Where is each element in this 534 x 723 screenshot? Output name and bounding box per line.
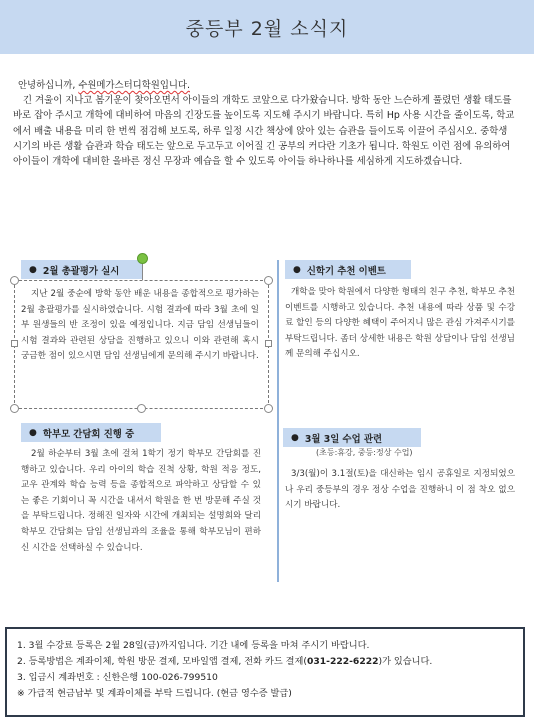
section-heading-meeting: [21, 423, 161, 442]
resize-handle-bottom-mid[interactable]: [137, 404, 146, 413]
resize-handle-right-mid[interactable]: [265, 340, 272, 347]
resize-handle-bottom-left[interactable]: [10, 404, 19, 413]
resize-handle-left-mid[interactable]: [11, 340, 18, 347]
rotate-handle-stem: [142, 262, 143, 280]
bullet-icon: ●: [29, 264, 37, 275]
section-title-meeting: 학부모 간담회 진행 중: [42, 428, 135, 440]
greeting-prefix: 안녕하십니까,: [18, 80, 79, 91]
notice-line-3: 3. 입금시 계좌번호 : 신한은행 100-026-799510: [17, 672, 218, 683]
section-heading-exam: [21, 260, 143, 279]
notice-line-2: [17, 654, 513, 670]
section-text-meeting: 2월 하순부터 3월 초에 걸쳐 1학기 정기 학부모 간담회를 진행하고 있습니다. 우리 아이의 학습 진척 상황, 학원 적응 정도, 교우 관계와 학습 능력 등을 종합적으로 파악하고 상담할 수 있는 좋은 기회이니 꼭 시간을 내셔서 학원을 한 번 방문해 주실 것을 부탁드립니다. 정해진 일자와 시간에 개최되는 설명회와 달리 학부모 간담회는 담임 선생님과의 조율을 통해 학부모님이 편하신 시간을 선택하실 수 있습니다.: [21, 449, 261, 553]
page-title: 중등부 2월 소식지: [185, 17, 349, 40]
bullet-icon: ●: [29, 427, 37, 438]
bullet-icon: ●: [293, 264, 301, 275]
intro-paragraph: [13, 78, 519, 169]
notice-line-4: ※ 가급적 현금납부 및 계좌이체를 부탁 드립니다. (현금 영수증 발급): [17, 688, 292, 699]
section-heading-class: [283, 428, 421, 447]
section-subtitle-class: (초등:휴강, 중등:정상 수업): [316, 448, 413, 457]
section-heading-event: [285, 260, 411, 279]
section-text-exam: 지난 2월 중순에 방학 동안 배운 내용을 종합적으로 평가하는 2월 총괄평가를 실시하였습니다. 시험 결과에 따라 3월 초에 일부 원생들의 반 조정이 있을 예정입니다. 지금 담임 선생님들이 시험 결과와 관련된 상담을 진행하고 있으니 이와 관련해 혹시 궁금한 점이 있으시면 담임 선생님에게 문의해 주시기 바랍니다.: [21, 289, 259, 362]
section-title-exam: 2월 총괄평가 실시: [42, 265, 120, 277]
section-body-exam: [21, 287, 259, 365]
greeting-line: [13, 78, 519, 93]
notice-line-2-prefix: 2. 등록방법은 계좌이체, 학원 방문 결제, 모바일앱 결제, 전화 카드 결제(: [17, 656, 307, 667]
section-body-event: [285, 285, 515, 363]
column-divider: [277, 260, 279, 582]
section-title-class: 3월 3일 수업 관련: [304, 433, 383, 445]
resize-handle-bottom-right[interactable]: [264, 404, 273, 413]
intro-body: 긴 겨울이 지나고 봄기운이 찾아오면서 아이들의 개학도 코앞으로 다가왔습니다. 방학 동안 느슨하게 풀렸던 생활 태도를 바로 잡아 주시고 개학에 대비하여 마음의 긴장도를 높이도록 지도해 주시기 바랍니다. 특히 Hp 사용 시간을 줄이도록, 학교에서 배출 내용을 미리 한 번씩 점검해 보도록, 하루 일정 시간 책상에 앉아 있는 습관을 들이도록 이끌어 주십시오. 중학생 시기의 바른 생활 습관과 학습 태도는 앞으로 두고두고 이어질 긴 공부의 커다란 기초가 됩니다. 학원도 이런 점에 유의하여 아이들이 개학에 대비한 올바른 정신 무장과 예습을 할 수 있도록 아이들 하나하나를 세심하게 지도하겠습니다.: [13, 95, 515, 168]
section-body-meeting: [21, 447, 261, 556]
notice-line-2-suffix: )가 있습니다.: [378, 656, 433, 667]
section-body-class: [285, 467, 515, 514]
selection-border-top: [14, 280, 268, 281]
resize-handle-top-left[interactable]: [10, 276, 19, 285]
section-text-class: 3/3(월)이 3.1절(토)을 대신하는 임시 공휴일로 지정되었으나 우리 중등부의 경우 정상 수업을 진행하니 이 점 착오 없으시기 바랍니다.: [285, 469, 515, 511]
resize-handle-top-right[interactable]: [264, 276, 273, 285]
notice-phone-number: 031-222-6222: [306, 656, 379, 667]
payment-notice-box: [5, 627, 525, 717]
bullet-icon: ●: [291, 432, 299, 443]
section-text-event: 개학을 맞아 학원에서 다양한 형태의 친구 추천, 학부모 추천이벤트를 시행하고 있습니다. 추천 내용에 따라 상품 및 수강료 할인 등의 다양한 혜택이 주어지니 많은 관심 가져주시기를 부탁드립니다. 좀더 상세한 내용은 학원 상담이나 담임 선생님께 문의해 주십시오.: [285, 287, 515, 360]
rotate-handle[interactable]: [137, 253, 148, 264]
greeting-academy-name: 수원메가스터디학원입니다.: [78, 80, 190, 91]
section-title-event: 신학기 추천 이벤트: [306, 265, 386, 277]
newsletter-header: [0, 0, 534, 54]
notice-line-1: 1. 3월 수강료 등록은 2월 28일(금)까지입니다. 기간 내에 등록을 마쳐 주시기 바랍니다.: [17, 640, 370, 651]
